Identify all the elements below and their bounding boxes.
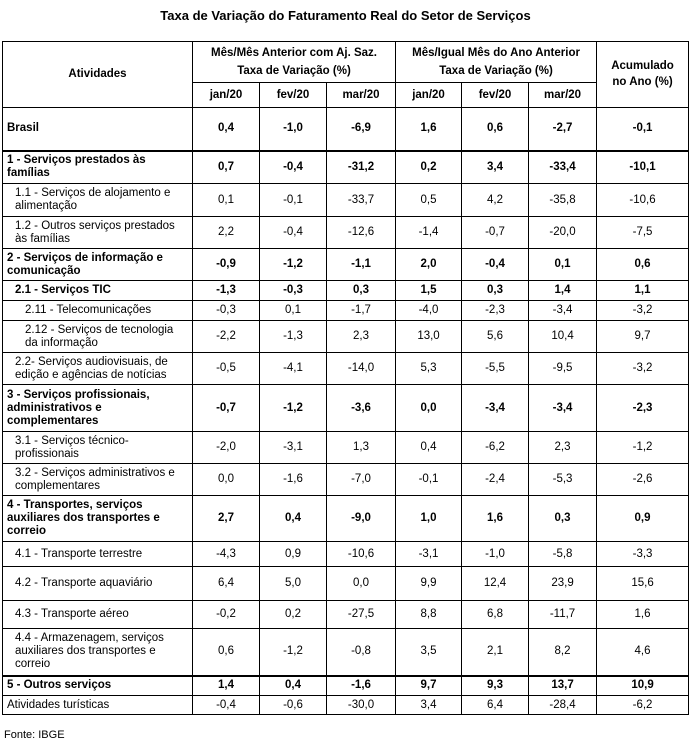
- value-cell: -1,2: [260, 249, 327, 281]
- value-cell: -0,1: [260, 184, 327, 217]
- activity-label: 4 - Transportes, serviços auxiliares dos transportes e correio: [3, 496, 193, 542]
- value-cell: 13,0: [396, 321, 462, 353]
- value-cell: 4,2: [462, 184, 529, 217]
- value-cell: 2,2: [193, 217, 260, 249]
- value-cell: 0,7: [193, 151, 260, 184]
- table-row: [3, 151, 689, 184]
- value-cell: -5,8: [529, 542, 597, 567]
- header-month: mar/20: [327, 83, 396, 108]
- value-cell: -10,6: [327, 542, 396, 567]
- header-accumulated: [597, 42, 689, 108]
- table-row: [3, 301, 689, 321]
- value-cell: 9,7: [597, 321, 689, 353]
- activity-label: 2.11 - Telecomunicações: [3, 301, 193, 321]
- value-cell: 5,3: [396, 353, 462, 385]
- header-group-yoy: [396, 42, 597, 83]
- value-cell: -33,7: [327, 184, 396, 217]
- value-cell: 5,0: [260, 567, 327, 601]
- value-cell: -14,0: [327, 353, 396, 385]
- value-cell: -0,5: [193, 353, 260, 385]
- value-cell: 0,6: [597, 249, 689, 281]
- header-month: jan/20: [396, 83, 462, 108]
- services-revenue-table: [2, 41, 689, 715]
- value-cell: 1,6: [396, 108, 462, 151]
- activity-label: 4.4 - Armazenagem, serviços auxiliares dos transportes e correio: [3, 629, 193, 676]
- value-cell: 15,6: [597, 567, 689, 601]
- value-cell: 10,4: [529, 321, 597, 353]
- value-cell: -10,1: [597, 151, 689, 184]
- header-group-mom-line1: Mês/Mês Anterior com Aj. Saz.: [211, 46, 377, 59]
- value-cell: -0,6: [260, 696, 327, 715]
- value-cell: 0,4: [193, 108, 260, 151]
- value-cell: -31,2: [327, 151, 396, 184]
- value-cell: -0,1: [597, 108, 689, 151]
- value-cell: 0,6: [193, 629, 260, 676]
- value-cell: -3,1: [396, 542, 462, 567]
- value-cell: 8,8: [396, 601, 462, 629]
- value-cell: -6,9: [327, 108, 396, 151]
- activity-label: 4.2 - Transporte aquaviário: [3, 567, 193, 601]
- value-cell: -3,4: [462, 385, 529, 432]
- table-row: [3, 217, 689, 249]
- value-cell: 0,0: [193, 464, 260, 496]
- value-cell: -9,5: [529, 353, 597, 385]
- table-row: [3, 184, 689, 217]
- value-cell: -0,3: [193, 301, 260, 321]
- value-cell: 0,6: [462, 108, 529, 151]
- value-cell: -6,2: [597, 696, 689, 715]
- value-cell: -3,6: [327, 385, 396, 432]
- table-row: [3, 432, 689, 464]
- table-row: [3, 321, 689, 353]
- value-cell: 13,7: [529, 676, 597, 696]
- value-cell: 0,3: [327, 281, 396, 301]
- value-cell: 0,9: [597, 496, 689, 542]
- value-cell: -33,4: [529, 151, 597, 184]
- value-cell: 3,4: [462, 151, 529, 184]
- header-activities: Atividades: [3, 42, 193, 108]
- value-cell: 3,5: [396, 629, 462, 676]
- value-cell: -1,6: [260, 464, 327, 496]
- header-month: fev/20: [462, 83, 529, 108]
- header-month: mar/20: [529, 83, 597, 108]
- header-month: fev/20: [260, 83, 327, 108]
- header-group-yoy-line2: Taxa de Variação (%): [439, 64, 553, 77]
- value-cell: -0,4: [193, 696, 260, 715]
- value-cell: -28,4: [529, 696, 597, 715]
- value-cell: -35,8: [529, 184, 597, 217]
- value-cell: -3,3: [597, 542, 689, 567]
- value-cell: -0,2: [193, 601, 260, 629]
- value-cell: 1,6: [597, 601, 689, 629]
- value-cell: -12,6: [327, 217, 396, 249]
- value-cell: -9,0: [327, 496, 396, 542]
- header-accumulated-line2: no Ano (%): [612, 76, 673, 88]
- value-cell: 2,0: [396, 249, 462, 281]
- value-cell: -2,4: [462, 464, 529, 496]
- value-cell: -0,7: [193, 385, 260, 432]
- value-cell: -0,4: [260, 217, 327, 249]
- value-cell: -1,0: [260, 108, 327, 151]
- value-cell: -1,3: [260, 321, 327, 353]
- header-accumulated-line1: Acumulado: [611, 60, 674, 72]
- activity-label: 2.1 - Serviços TIC: [3, 281, 193, 301]
- value-cell: 0,4: [396, 432, 462, 464]
- value-cell: -11,7: [529, 601, 597, 629]
- value-cell: -2,0: [193, 432, 260, 464]
- table-row: [3, 353, 689, 385]
- value-cell: 9,7: [396, 676, 462, 696]
- value-cell: 0,0: [396, 385, 462, 432]
- activity-label: 5 - Outros serviços: [3, 676, 193, 696]
- value-cell: 0,3: [462, 281, 529, 301]
- value-cell: 0,2: [260, 601, 327, 629]
- value-cell: 10,9: [597, 676, 689, 696]
- value-cell: 0,1: [260, 301, 327, 321]
- activity-label: 3.2 - Serviços administrativos e complementares: [3, 464, 193, 496]
- value-cell: 3,4: [396, 696, 462, 715]
- table-row: [3, 249, 689, 281]
- activity-label: 1.1 - Serviços de alojamento e alimentação: [3, 184, 193, 217]
- activity-label: 2 - Serviços de informação e comunicação: [3, 249, 193, 281]
- value-cell: -3,2: [597, 353, 689, 385]
- value-cell: 1,4: [529, 281, 597, 301]
- table-row: [3, 629, 689, 676]
- header-group-yoy-line1: Mês/Igual Mês do Ano Anterior: [412, 46, 580, 59]
- value-cell: -6,2: [462, 432, 529, 464]
- value-cell: 0,1: [529, 249, 597, 281]
- value-cell: -1,2: [260, 385, 327, 432]
- value-cell: -10,6: [597, 184, 689, 217]
- value-cell: -1,2: [260, 629, 327, 676]
- table-row: [3, 281, 689, 301]
- value-cell: -3,4: [529, 385, 597, 432]
- value-cell: 1,1: [597, 281, 689, 301]
- value-cell: -1,3: [193, 281, 260, 301]
- value-cell: -0,4: [260, 151, 327, 184]
- activity-label: 4.1 - Transporte terrestre: [3, 542, 193, 567]
- value-cell: -5,3: [529, 464, 597, 496]
- value-cell: -1,2: [597, 432, 689, 464]
- activity-label: 3.1 - Serviços técnico-profissionais: [3, 432, 193, 464]
- table-row: [3, 385, 689, 432]
- value-cell: 12,4: [462, 567, 529, 601]
- value-cell: 1,4: [193, 676, 260, 696]
- value-cell: 2,7: [193, 496, 260, 542]
- activity-label: 4.3 - Transporte aéreo: [3, 601, 193, 629]
- value-cell: 6,4: [193, 567, 260, 601]
- source-note: Fonte: IBGE: [4, 729, 65, 741]
- value-cell: -2,6: [597, 464, 689, 496]
- header-group-mom: [193, 42, 396, 83]
- value-cell: -2,7: [529, 108, 597, 151]
- value-cell: 0,9: [260, 542, 327, 567]
- value-cell: -0,4: [462, 249, 529, 281]
- activity-label: 3 - Serviços profissionais, administrativos e complementares: [3, 385, 193, 432]
- value-cell: -1,4: [396, 217, 462, 249]
- value-cell: 0,4: [260, 496, 327, 542]
- value-cell: -2,2: [193, 321, 260, 353]
- value-cell: 1,3: [327, 432, 396, 464]
- value-cell: 5,6: [462, 321, 529, 353]
- value-cell: -7,0: [327, 464, 396, 496]
- value-cell: -3,1: [260, 432, 327, 464]
- value-cell: 9,3: [462, 676, 529, 696]
- value-cell: 1,0: [396, 496, 462, 542]
- table-row: [3, 567, 689, 601]
- value-cell: -0,1: [396, 464, 462, 496]
- activity-label: 2.2- Serviços audiovisuais, de edição e agências de notícias: [3, 353, 193, 385]
- value-cell: -20,0: [529, 217, 597, 249]
- value-cell: -0,3: [260, 281, 327, 301]
- value-cell: 0,2: [396, 151, 462, 184]
- value-cell: -4,0: [396, 301, 462, 321]
- activity-label: Brasil: [3, 108, 193, 151]
- value-cell: -3,4: [529, 301, 597, 321]
- value-cell: 0,5: [396, 184, 462, 217]
- value-cell: 2,1: [462, 629, 529, 676]
- value-cell: -0,9: [193, 249, 260, 281]
- header-month: jan/20: [193, 83, 260, 108]
- table-row: [3, 542, 689, 567]
- value-cell: 9,9: [396, 567, 462, 601]
- value-cell: -4,3: [193, 542, 260, 567]
- activity-label: 1 - Serviços prestados às famílias: [3, 151, 193, 184]
- table-row: [3, 696, 689, 715]
- value-cell: -7,5: [597, 217, 689, 249]
- value-cell: 2,3: [327, 321, 396, 353]
- value-cell: -27,5: [327, 601, 396, 629]
- table-row: [3, 464, 689, 496]
- table-row: [3, 676, 689, 696]
- table-title: Taxa de Variação do Faturamento Real do Setor de Serviços: [160, 8, 531, 23]
- value-cell: -2,3: [597, 385, 689, 432]
- value-cell: -5,5: [462, 353, 529, 385]
- value-cell: 6,8: [462, 601, 529, 629]
- value-cell: -3,2: [597, 301, 689, 321]
- activity-label: 2.12 - Serviços de tecnologia da informação: [3, 321, 193, 353]
- value-cell: 0,0: [327, 567, 396, 601]
- value-cell: 0,4: [260, 676, 327, 696]
- activity-label: 1.2 - Outros serviços prestados às famílias: [3, 217, 193, 249]
- value-cell: 1,5: [396, 281, 462, 301]
- value-cell: 0,3: [529, 496, 597, 542]
- value-cell: 23,9: [529, 567, 597, 601]
- value-cell: -2,3: [462, 301, 529, 321]
- value-cell: 1,6: [462, 496, 529, 542]
- activity-label: Atividades turísticas: [3, 696, 193, 715]
- table-row: [3, 108, 689, 151]
- value-cell: 8,2: [529, 629, 597, 676]
- value-cell: 2,3: [529, 432, 597, 464]
- value-cell: 4,6: [597, 629, 689, 676]
- value-cell: -30,0: [327, 696, 396, 715]
- value-cell: -1,7: [327, 301, 396, 321]
- value-cell: -1,1: [327, 249, 396, 281]
- value-cell: 6,4: [462, 696, 529, 715]
- table-row: [3, 601, 689, 629]
- value-cell: -0,7: [462, 217, 529, 249]
- header-group-mom-line2: Taxa de Variação (%): [237, 64, 351, 77]
- value-cell: -4,1: [260, 353, 327, 385]
- value-cell: 0,1: [193, 184, 260, 217]
- value-cell: -1,6: [327, 676, 396, 696]
- table-row: [3, 496, 689, 542]
- value-cell: -0,8: [327, 629, 396, 676]
- value-cell: -1,0: [462, 542, 529, 567]
